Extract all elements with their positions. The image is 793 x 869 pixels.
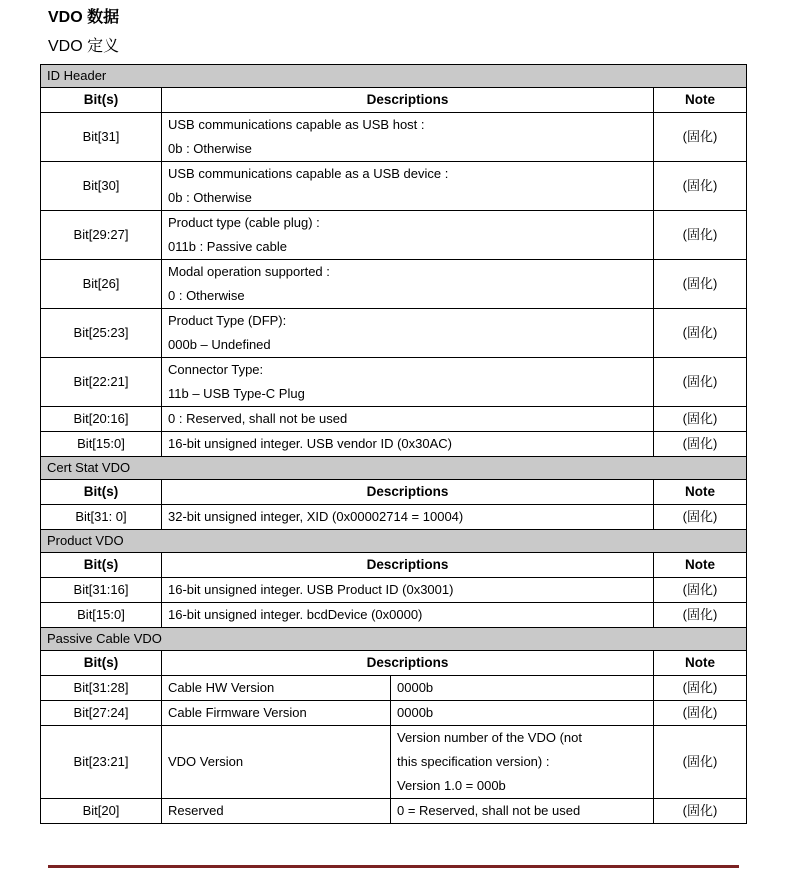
table-row xyxy=(41,113,747,162)
note-cell: (固化) xyxy=(654,309,747,358)
table-row xyxy=(41,358,747,407)
bit-cell: Bit[22:21] xyxy=(41,358,162,407)
description-cell xyxy=(162,358,654,407)
field-value-cell: 0000b xyxy=(391,701,654,726)
bit-cell: Bit[25:23] xyxy=(41,309,162,358)
section-row-product-vdo xyxy=(41,530,747,553)
note-cell: (固化) xyxy=(654,701,747,726)
description-cell: 16-bit unsigned integer. USB Product ID (0x3001) xyxy=(162,578,654,603)
bit-cell: Bit[27:24] xyxy=(41,701,162,726)
note-column-header: Note xyxy=(654,651,747,676)
bits-column-header: Bit(s) xyxy=(41,480,162,505)
value-line: Version number of the VDO (not xyxy=(397,730,582,745)
bit-cell: Bit[15:0] xyxy=(41,603,162,628)
bits-column-header: Bit(s) xyxy=(41,553,162,578)
column-header-row xyxy=(41,651,747,676)
table-row xyxy=(41,407,747,432)
description-cell xyxy=(162,162,654,211)
table-row xyxy=(41,162,747,211)
note-cell: (固化) xyxy=(654,578,747,603)
description-line: 11b – USB Type-C Plug xyxy=(168,386,305,401)
table-row xyxy=(41,432,747,457)
note-cell: (固化) xyxy=(654,113,747,162)
column-header-row xyxy=(41,553,747,578)
descriptions-column-header: Descriptions xyxy=(162,480,654,505)
bit-cell: Bit[30] xyxy=(41,162,162,211)
bit-cell: Bit[31:28] xyxy=(41,676,162,701)
description-line: 0 : Otherwise xyxy=(168,288,245,303)
note-cell: (固化) xyxy=(654,407,747,432)
description-line: Modal operation supported : xyxy=(168,264,330,279)
table-row xyxy=(41,578,747,603)
description-line: 011b : Passive cable xyxy=(168,239,287,254)
bit-cell: Bit[15:0] xyxy=(41,432,162,457)
note-cell: (固化) xyxy=(654,726,747,799)
description-cell: 0 : Reserved, shall not be used xyxy=(162,407,654,432)
note-cell: (固化) xyxy=(654,799,747,824)
description-line: USB communications capable as USB host : xyxy=(168,117,425,132)
note-cell: (固化) xyxy=(654,162,747,211)
description-line: 0b : Otherwise xyxy=(168,141,252,156)
bit-cell: Bit[23:21] xyxy=(41,726,162,799)
section-title: ID Header xyxy=(41,65,747,88)
field-value-cell xyxy=(391,726,654,799)
bit-cell: Bit[26] xyxy=(41,260,162,309)
bit-cell: Bit[31:16] xyxy=(41,578,162,603)
description-cell xyxy=(162,309,654,358)
section-title: Cert Stat VDO xyxy=(41,457,747,480)
value-line: Version 1.0 = 000b xyxy=(397,778,506,793)
note-column-header: Note xyxy=(654,553,747,578)
section-row-id-header xyxy=(41,65,747,88)
bit-cell: Bit[29:27] xyxy=(41,211,162,260)
description-cell: 16-bit unsigned integer. bcdDevice (0x0000) xyxy=(162,603,654,628)
table-row xyxy=(41,799,747,824)
description-line: 0b : Otherwise xyxy=(168,190,252,205)
bits-column-header: Bit(s) xyxy=(41,88,162,113)
bit-cell: Bit[20] xyxy=(41,799,162,824)
section-row-cert-stat xyxy=(41,457,747,480)
section-row-passive-cable xyxy=(41,628,747,651)
field-value-cell: 0 = Reserved, shall not be used xyxy=(391,799,654,824)
field-value-cell: 0000b xyxy=(391,676,654,701)
note-cell: (固化) xyxy=(654,211,747,260)
description-cell xyxy=(162,113,654,162)
table-row xyxy=(41,603,747,628)
field-name-cell: Cable HW Version xyxy=(162,676,391,701)
description-line: 000b – Undefined xyxy=(168,337,271,352)
vdo-table xyxy=(40,64,747,824)
table-row xyxy=(41,726,747,799)
bits-column-header: Bit(s) xyxy=(41,651,162,676)
note-cell: (固化) xyxy=(654,432,747,457)
note-cell: (固化) xyxy=(654,603,747,628)
column-header-row xyxy=(41,480,747,505)
note-cell: (固化) xyxy=(654,505,747,530)
description-line: Product Type (DFP): xyxy=(168,313,287,328)
bit-cell: Bit[31: 0] xyxy=(41,505,162,530)
section-heading: VDO 数据 xyxy=(48,9,120,26)
table-row xyxy=(41,701,747,726)
note-column-header: Note xyxy=(654,480,747,505)
descriptions-column-header: Descriptions xyxy=(162,651,654,676)
column-header-row xyxy=(41,88,747,113)
description-cell xyxy=(162,260,654,309)
description-cell: 32-bit unsigned integer, XID (0x00002714 = 10004) xyxy=(162,505,654,530)
note-cell: (固化) xyxy=(654,358,747,407)
table-row xyxy=(41,676,747,701)
table-row xyxy=(41,211,747,260)
note-cell: (固化) xyxy=(654,260,747,309)
note-cell: (固化) xyxy=(654,676,747,701)
value-line: this specification version) : xyxy=(397,754,550,769)
description-line: USB communications capable as a USB device : xyxy=(168,166,449,181)
description-line: Connector Type: xyxy=(168,362,264,377)
description-cell xyxy=(162,211,654,260)
note-column-header: Note xyxy=(654,88,747,113)
description-cell: 16-bit unsigned integer. USB vendor ID (0x30AC) xyxy=(162,432,654,457)
section-title: Passive Cable VDO xyxy=(41,628,747,651)
bit-cell: Bit[31] xyxy=(41,113,162,162)
field-name-cell: Reserved xyxy=(162,799,391,824)
section-title: Product VDO xyxy=(41,530,747,553)
descriptions-column-header: Descriptions xyxy=(162,553,654,578)
footer-divider xyxy=(48,865,739,868)
table-row xyxy=(41,309,747,358)
bit-cell: Bit[20:16] xyxy=(41,407,162,432)
description-line: Product type (cable plug) : xyxy=(168,215,320,230)
table-row xyxy=(41,260,747,309)
field-name-cell: Cable Firmware Version xyxy=(162,701,391,726)
descriptions-column-header: Descriptions xyxy=(162,88,654,113)
section-subheading: VDO 定义 xyxy=(48,38,120,55)
table-row xyxy=(41,505,747,530)
field-name-cell: VDO Version xyxy=(162,726,391,799)
